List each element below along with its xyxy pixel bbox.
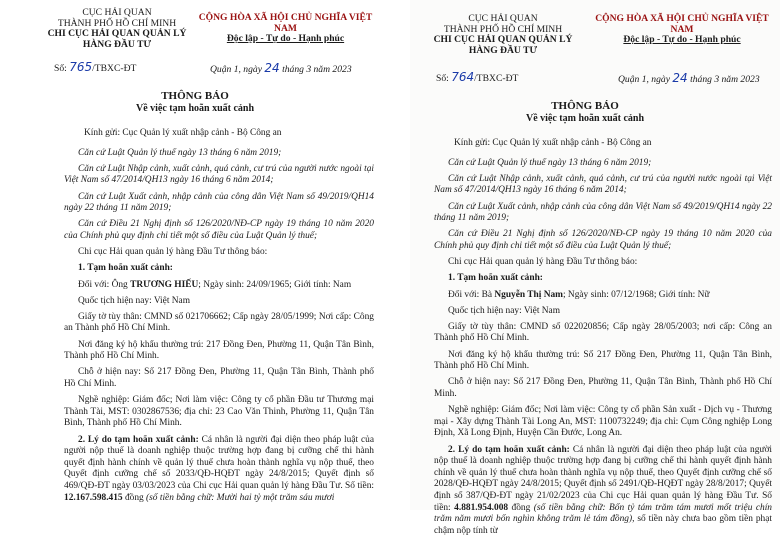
current-address-line: Chỗ ở hiện nay: Số 217 Đồng Đen, Phường 11, Quận Tân Bình, Thành phố Hồ Chí Minh. (64, 367, 374, 390)
residence-line: Nơi đăng ký hộ khẩu thường trú: Số 217 Đồng Đen, Phường 11, Quận Tân Bình, Thành phố Hồ Chí Minh. (434, 349, 772, 372)
agency-line: THÀNH PHỐ HỒ CHÍ MINH (57, 17, 177, 29)
subject-name: Nguyễn Thị Nam (494, 289, 563, 300)
agency-line: CHI CỤC HẢI QUAN QUẢN LÝ (433, 34, 573, 46)
debt-amount: 12.167.598.415 (64, 492, 123, 503)
handwritten-number: 765 (69, 60, 93, 74)
page-gap (384, 0, 410, 510)
occupation-line: Nghề nghiệp: Giám đốc; Nơi làm việc: Công ty cổ phần Đầu tư Thương mại Thành Tài, MST: 0302867536; địa chỉ: 23 Cao Văn Thinh, Phường 11, Quận Tân Bình, Thành phố Hồ Chí Minh. (64, 395, 374, 429)
nationality-line: Quốc tịch hiện nay: Việt Nam (448, 305, 560, 316)
agency-line: CHI CỤC HẢI QUAN QUẢN LÝ (47, 28, 187, 40)
intro-line: Chi cục Hải quan quản lý hàng Đầu Tư thông báo: (448, 257, 638, 268)
subject-name: TRƯƠNG HIẾU (130, 279, 199, 290)
legal-basis: Căn cứ Điều 21 Nghị định số 126/2020/NĐ-CP ngày 19 tháng 10 năm 2020 của Chính phủ quy định chi tiết một số điều của Luật Quản lý thuế; (434, 229, 772, 251)
agency-line: HÀNG ĐẦU TƯ (468, 44, 538, 56)
country-header (198, 13, 373, 45)
legal-basis: Căn cứ Điều 21 Nghị định số 126/2020/NĐ-CP ngày 19 tháng 10 năm 2020 của Chính phủ quy định chi tiết một số điều của Luật Quản lý thuế; (64, 219, 374, 241)
handwritten-number: 764 (451, 70, 475, 84)
legal-basis: Căn cứ Luật Quản lý thuế ngày 13 tháng 6 năm 2019; (78, 147, 282, 158)
section-heading: 1. Tạm hoãn xuất cảnh: (78, 263, 173, 274)
legal-basis: Căn cứ Luật Nhập cảnh, xuất cảnh, quá cảnh, cư trú của người nước ngoài tại Việt Nam số 47/2014/QH13 ngày 16 tháng 6 năm 2014; (64, 163, 374, 186)
document-subtitle: Về việc tạm hoãn xuất cảnh (525, 113, 645, 124)
recipient-line: Kính gửi: Cục Quản lý xuất nhập cảnh - Bộ Công an (454, 138, 652, 148)
document-title: THÔNG BÁO (161, 90, 229, 102)
legal-basis: Căn cứ Luật Quản lý thuế ngày 13 tháng 6 năm 2019; (448, 157, 652, 168)
reason-paragraph: 2. Lý do tạm hoãn xuất cảnh: Cá nhân là người đại diện theo pháp luật của người nộp thuế là doanh nghiệp thuộc trường hợp đang bị cưỡng chế thi hành quyết định hành chính về quản lý thuế chưa hoàn thành nghĩa vụ nộp thuế, theo Quyết định cưỡng chế số 2033/QĐ-HQĐT ngày 24/8/2015; Quyết định số 469/QĐ-ĐT ngày 03/03/2023 của Chi cục Hải quan quản lý hàng Đầu Tư. Số tiền: 12.167.598.415 đồng (số tiền bằng chữ: Mười hai tỷ một trăm sáu mươi (64, 434, 375, 503)
id-document-line: Giấy tờ tùy thân: CMND số 022020856; Cấp ngày 28/05/2003; nơi cấp: Công an Thành phố Hồ Chí Minh. (434, 321, 772, 344)
subject-line: Đối với: Bà Nguyễn Thị Nam; Ngày sinh: 07/12/1968; Giới tính: Nữ (448, 289, 710, 300)
nationality-line: Quốc tịch hiện nay: Việt Nam (78, 295, 190, 306)
agency-header (42, 8, 192, 50)
intro-line: Chi cục Hải quan quản lý hàng Đầu Tư thông báo: (78, 247, 268, 258)
document-date: Quận 1, ngày 24 tháng 3 năm 2023 (618, 71, 760, 85)
section-heading: 1. Tạm hoãn xuất cảnh: (448, 273, 543, 284)
residence-line: Nơi đăng ký hộ khẩu thường trú: 217 Đồng Đen, Phường 11, Quận Tân Bình, Thành phố Hồ Chí Minh. (64, 339, 374, 362)
document-subtitle: Về việc tạm hoãn xuất cảnh (135, 103, 255, 114)
agency-line: CỤC HẢI QUAN (82, 7, 152, 18)
legal-basis: Căn cứ Luật Nhập cảnh, xuất cảnh, quá cảnh, cư trú của người nước ngoài tại Việt Nam số 47/2014/QH13 ngày 16 tháng 6 năm 2014; (434, 173, 772, 196)
document-number: Số: 764/TBXC-ĐT (436, 70, 519, 84)
document-number: Số: 765/TBXC-ĐT (54, 60, 137, 74)
agency-header (428, 14, 578, 56)
legal-basis: Căn cứ Luật Xuất cảnh, nhập cảnh của công dân Việt Nam số 49/2019/QH14 ngày 22 tháng 11 năm 2019; (64, 191, 374, 214)
document-date: Quận 1, ngày 24 tháng 3 năm 2023 (210, 61, 352, 75)
document-body (64, 128, 374, 509)
id-document-line: Giấy tờ tùy thân: CMND số 021706662; Cấp ngày 28/05/1999; Nơi cấp: Công an Thành phố Hồ Chí Minh. (64, 311, 374, 334)
country-name: CỘNG HÒA XÃ HỘI CHỦ NGHĨA VIỆT NAM (198, 12, 373, 34)
handwritten-day: 24 (672, 71, 688, 85)
document-title: THÔNG BÁO (551, 100, 619, 112)
subject-line: Đối với: Ông TRƯƠNG HIẾU; Ngày sinh: 24/09/1965; Giới tính: Nam (78, 279, 352, 290)
country-name: CỘNG HÒA XÃ HỘI CHỦ NGHĨA VIỆT NAM (595, 13, 769, 35)
country-header (592, 14, 772, 46)
reason-paragraph: 2. Lý do tạm hoãn xuất cảnh: Cá nhân là người đại diện theo pháp luật của người nộp thuế là doanh nghiệp thuộc trường hợp đang bị cưỡng chế thi hành quyết định hành chính về quản lý thuế chưa hoàn thành nghĩa vụ nộp thuế, theo Quyết định cưỡng chế số 2028/QĐ-HQĐT ngày 24/8/2015; Quyết định số 2491/QĐ-HQĐT ngày 28/8/2017; Quyết định số 387/QĐ-ĐT ngày 21/02/2023 của Chi cục Hải quan quản lý hàng Đầu Tư. Số tiền: 4.881.954.008 đồng (số tiền bằng chữ: Bốn tỷ tám trăm tám mươi mốt triệu chín trăm năm mươi bốn nghìn không trăm lẻ tám đồng), số tiền này chưa bao gồm tiền phạt chậm nộp tính từ (434, 444, 773, 536)
occupation-line: Nghề nghiệp: Giám đốc; Nơi làm việc: Công ty cổ phần Sản xuất - Dịch vụ - Thương mại - Xây dựng Thành Tài Long An, MST: 1100732249; địa chỉ: Cụm Công nghiệp Long Định, Xã Long Định, Huyện Cần Đước, Long An. (434, 405, 772, 439)
notice-document-right (410, 0, 780, 536)
agency-line: CỤC HẢI QUAN (468, 13, 538, 24)
agency-line: THÀNH PHỐ HỒ CHÍ MINH (443, 23, 563, 35)
current-address-line: Chỗ ở hiện nay: Số 217 Đồng Đen, Phường 11, Quận Tân Bình, Thành phố Hồ Chí Minh. (434, 377, 772, 400)
legal-basis: Căn cứ Luật Xuất cảnh, nhập cảnh của công dân Việt Nam số 49/2019/QH14 ngày 22 tháng 11 năm 2019; (434, 201, 772, 224)
notice-document-left (0, 0, 384, 510)
debt-amount: 4.881.954.008 (454, 502, 509, 513)
document-body (434, 138, 772, 542)
motto: Độc lập - Tự do - Hạnh phúc (226, 33, 345, 45)
handwritten-day: 24 (264, 61, 280, 75)
agency-line: HÀNG ĐẦU TƯ (82, 38, 152, 50)
recipient-line: Kính gửi: Cục Quản lý xuất nhập cảnh - Bộ Công an (84, 128, 282, 138)
motto: Độc lập - Tự do - Hạnh phúc (623, 34, 741, 46)
